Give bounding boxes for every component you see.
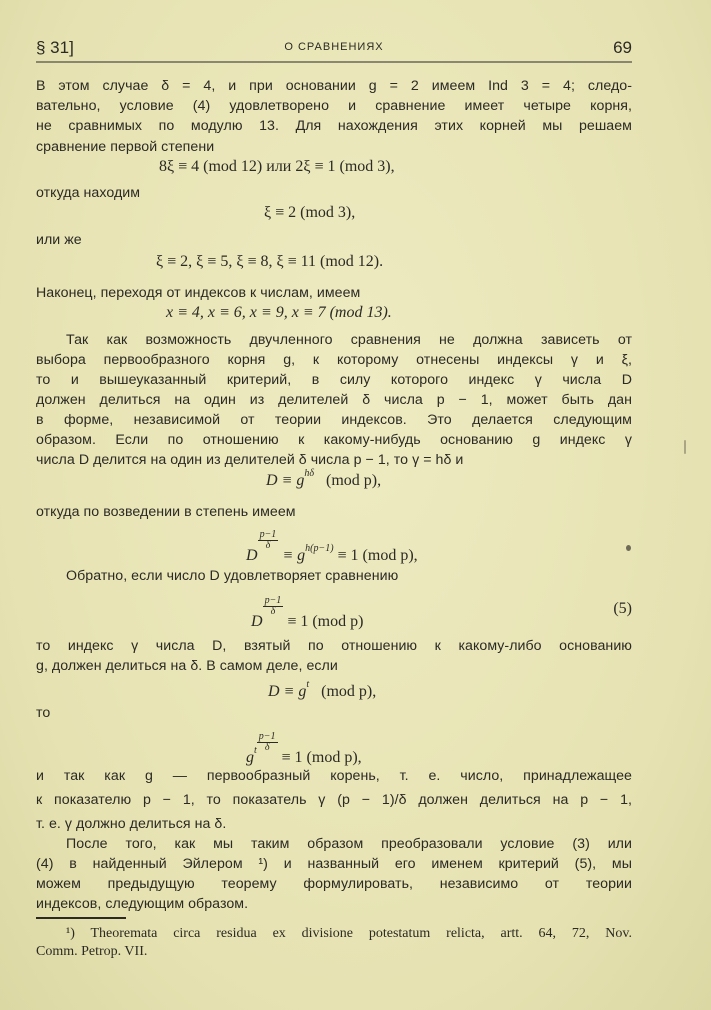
equation-6 <box>246 530 418 565</box>
text-line: то и вышеуказанный критерий, в силу которого индекс γ числа D <box>36 372 632 388</box>
eq6-fraction-exponent <box>258 530 279 551</box>
eq7-base: D <box>251 613 263 630</box>
text-line: g, должен делиться на δ. В самом деле, если <box>36 658 338 674</box>
eq6-base: D <box>246 547 258 564</box>
eq9-num: p−1 <box>258 731 276 742</box>
text-line: Обратно, если число D удовлетворяет сравнению <box>66 568 399 584</box>
text-line: (4) в найденный Эйлером ¹) и названный его именем критерий (5), мы <box>36 856 632 872</box>
eq6-exponent: h(p−1) <box>305 543 334 554</box>
eq8-exponent: t <box>306 679 310 690</box>
text-line: Так как возможность двучленного сравнения не должна зависеть от <box>66 332 632 348</box>
eq6-den: δ <box>265 540 271 551</box>
eq7-rhs: ≡ 1 (mod p) <box>287 613 364 630</box>
equation-7 <box>251 596 363 631</box>
eq5-exponent: hδ <box>304 468 315 479</box>
text-line: в форме, независимой от теории индексов. Это делается следующим <box>36 412 632 428</box>
equation-2: ξ ≡ 2 (mod 3), <box>264 204 356 221</box>
page-number: 69 <box>613 38 632 57</box>
text-line: сравнение первой степени <box>36 139 215 155</box>
text-line: и так как g — первообразный корень, т. е. число, принадлежащее <box>36 768 632 784</box>
text-line: Наконец, переходя от индексов к числам, имеем <box>36 285 361 301</box>
text-line: откуда находим <box>36 185 141 201</box>
eq6-mid: ≡ g <box>282 547 306 564</box>
eq6-num: p−1 <box>259 529 277 540</box>
paper-speck <box>626 545 631 551</box>
text-line: то <box>36 705 51 721</box>
equation-4: x ≡ 4, x ≡ 6, x ≡ 9, x ≡ 7 (mod 13). <box>166 304 392 321</box>
text-line: выбора первообразного корня g, к которому отнесены индексы γ и ξ, <box>36 352 632 368</box>
eq6-rhs: ≡ 1 (mod p), <box>337 547 418 564</box>
eq9-rhs: ≡ 1 (mod p), <box>281 749 362 766</box>
text-line: числа D делится на один из делителей δ числа p − 1, то γ = hδ и <box>36 452 464 468</box>
equation-number: (5) <box>613 600 632 617</box>
eq5-lhs: D ≡ g <box>266 472 305 489</box>
text-line: не сравнимых по модулю 13. Для нахождения этих корней мы решаем <box>36 118 632 134</box>
text-line: образом. Если по отношению к какому-нибудь основанию g индекс γ <box>36 432 632 448</box>
footnote-line: ¹) Theoremata circa residua ex divisione potestatum relicta, artt. 64, 72, Nov. <box>66 926 632 941</box>
text-line: откуда по возведении в степень имеем <box>36 504 296 520</box>
header-rule <box>36 61 632 63</box>
paper-mark <box>684 440 686 454</box>
text-line: можем предыдущую теорему формулировать, независимо от теории <box>36 876 632 892</box>
section-label: § 31] <box>36 38 74 57</box>
text-line: или же <box>36 232 82 248</box>
text-line: вательно, условие (4) удовлетворено и сравнение имеет четыре корня, <box>36 98 632 114</box>
eq7-den: δ <box>270 606 276 617</box>
eq7-num: p−1 <box>264 595 282 606</box>
equation-9 <box>246 732 362 767</box>
text-line: то индекс γ числа D, взятый по отношению к какому-либо основанию <box>36 638 632 654</box>
eq9-den: δ <box>264 742 270 753</box>
eq9-exponent: t <box>254 745 257 756</box>
eq9-fraction-exponent <box>257 732 278 753</box>
running-header <box>36 38 632 62</box>
text-line: В этом случае δ = 4, и при основании g = 2 имеем Ind 3 = 4; следо- <box>36 78 632 94</box>
text-line: должен делиться на один из делителей δ числа p − 1, может быть дан <box>36 392 632 408</box>
text-line: к показателю p − 1, то показатель γ (p − 1)/δ должен делиться на p − 1, <box>36 792 632 808</box>
equation-1: 8ξ ≡ 4 (mod 12) или 2ξ ≡ 1 (mod 3), <box>159 158 395 175</box>
footnote-rule <box>36 917 126 919</box>
equation-8 <box>268 679 377 701</box>
equation-3: ξ ≡ 2, ξ ≡ 5, ξ ≡ 8, ξ ≡ 11 (mod 12). <box>156 253 384 270</box>
eq8-lhs: D ≡ g <box>268 683 307 700</box>
text-line: индексов, следующим образом. <box>36 896 249 912</box>
text-line: т. е. γ должно делиться на δ. <box>36 816 227 832</box>
eq5-rhs: (mod p), <box>326 472 382 489</box>
eq8-rhs: (mod p), <box>321 683 377 700</box>
equation-5 <box>266 468 382 490</box>
running-title: О СРАВНЕНИЯХ <box>284 41 384 53</box>
footnote-line: Comm. Petrop. VII. <box>36 944 148 959</box>
text-line: После того, как мы таким образом преобразовали условие (3) или <box>66 836 632 852</box>
eq7-fraction-exponent <box>263 596 284 617</box>
eq9-base: g <box>246 749 254 766</box>
